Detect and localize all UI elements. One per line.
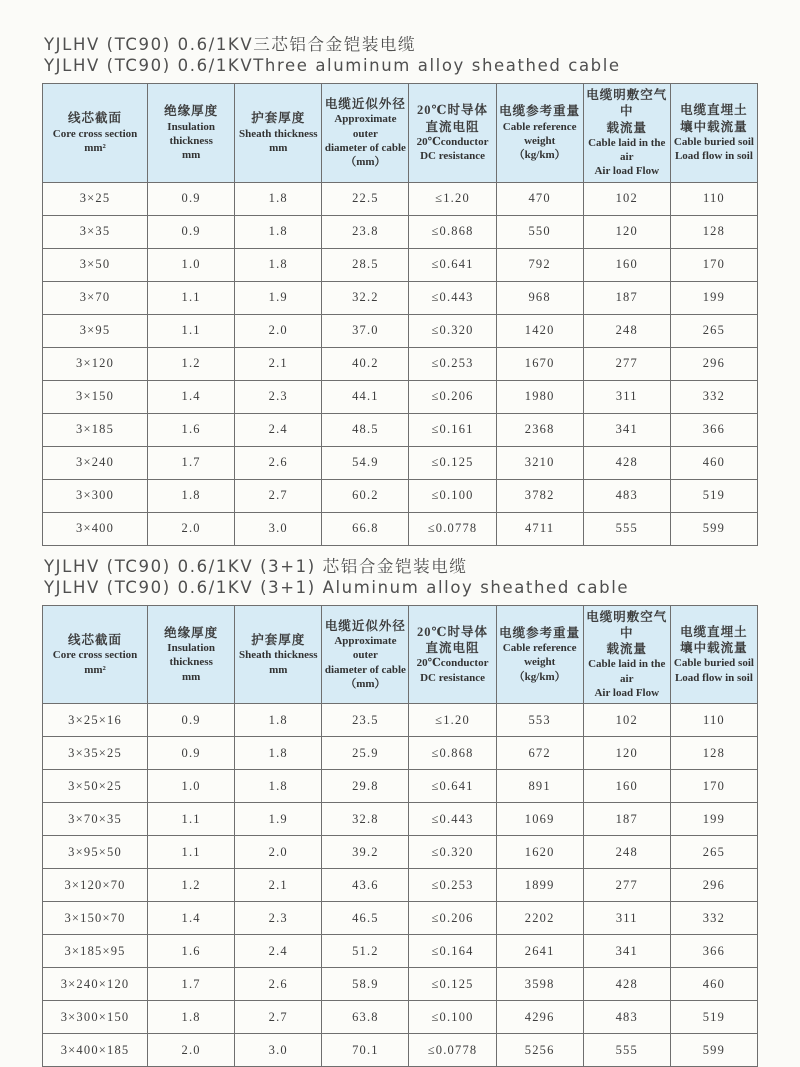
- cell: 2368: [496, 413, 583, 446]
- column-header: 电缆近似外径 Approximate outer diameter of cable （mm）: [322, 605, 409, 704]
- cell: 341: [583, 935, 670, 968]
- cell: ≤0.868: [409, 215, 496, 248]
- cell: 341: [583, 413, 670, 446]
- cell: 3×400: [43, 512, 148, 545]
- cell: 1.0: [148, 770, 235, 803]
- cell: 102: [583, 704, 670, 737]
- cell: 40.2: [322, 347, 409, 380]
- cell: 891: [496, 770, 583, 803]
- cell: ≤0.161: [409, 413, 496, 446]
- cell: ≤0.641: [409, 248, 496, 281]
- table-row: [43, 869, 758, 902]
- table-row: [43, 314, 758, 347]
- cell: 2.6: [235, 446, 322, 479]
- cell: 277: [583, 869, 670, 902]
- cell: 3×70: [43, 281, 148, 314]
- cell: 60.2: [322, 479, 409, 512]
- cell: 1.2: [148, 347, 235, 380]
- cell: 277: [583, 347, 670, 380]
- cell: 1.2: [148, 869, 235, 902]
- cell: 102: [583, 182, 670, 215]
- cell: 3×400×185: [43, 1034, 148, 1067]
- cell: 51.2: [322, 935, 409, 968]
- column-header: 电缆近似外径 Approximate outer diameter of cable （mm）: [322, 84, 409, 183]
- cell: 160: [583, 248, 670, 281]
- column-header: 电缆明敷空气中 载流量 Cable laid in the air Air load Flow: [583, 84, 670, 183]
- cell: 3×50: [43, 248, 148, 281]
- cell: 43.6: [322, 869, 409, 902]
- cell: 2.7: [235, 479, 322, 512]
- table-row: [43, 446, 758, 479]
- cell: 54.9: [322, 446, 409, 479]
- cell: 332: [670, 380, 757, 413]
- table-row: [43, 803, 758, 836]
- cell: 366: [670, 413, 757, 446]
- table-row: [43, 380, 758, 413]
- cell: 1.8: [235, 182, 322, 215]
- cell: 1670: [496, 347, 583, 380]
- cell: 170: [670, 248, 757, 281]
- cell: 519: [670, 1001, 757, 1034]
- cell: 1.6: [148, 935, 235, 968]
- cell: ≤0.320: [409, 314, 496, 347]
- cell: 0.9: [148, 182, 235, 215]
- cell: 1.4: [148, 380, 235, 413]
- table-row: [43, 704, 758, 737]
- cell: 672: [496, 737, 583, 770]
- cell: 120: [583, 215, 670, 248]
- column-header: 护套厚度 Sheath thickness mm: [235, 84, 322, 183]
- cell: 1620: [496, 836, 583, 869]
- cell: 0.9: [148, 215, 235, 248]
- column-header: 绝缘厚度 Insulation thickness mm: [148, 605, 235, 704]
- cell: 366: [670, 935, 757, 968]
- cell: 2.0: [148, 1034, 235, 1067]
- cell: 2.7: [235, 1001, 322, 1034]
- cell: ≤0.0778: [409, 512, 496, 545]
- cell: 470: [496, 182, 583, 215]
- section-three-core: [42, 34, 758, 546]
- header-row: [43, 84, 758, 183]
- cell: 483: [583, 1001, 670, 1034]
- cell: 2.0: [235, 314, 322, 347]
- cell: 23.8: [322, 215, 409, 248]
- cell: 128: [670, 737, 757, 770]
- cell: 3×70×35: [43, 803, 148, 836]
- cell: 1.8: [235, 248, 322, 281]
- cell: 3598: [496, 968, 583, 1001]
- cell: 187: [583, 281, 670, 314]
- cell: 3.0: [235, 1034, 322, 1067]
- cell: 28.5: [322, 248, 409, 281]
- table-row: [43, 968, 758, 1001]
- cell: 66.8: [322, 512, 409, 545]
- cell: 1.4: [148, 902, 235, 935]
- cell: 3×150×70: [43, 902, 148, 935]
- header-row: [43, 605, 758, 704]
- cell: 311: [583, 380, 670, 413]
- cell: 2.1: [235, 347, 322, 380]
- cell: 160: [583, 770, 670, 803]
- cell: 1899: [496, 869, 583, 902]
- cell: 39.2: [322, 836, 409, 869]
- cell: 3782: [496, 479, 583, 512]
- cell: 32.8: [322, 803, 409, 836]
- section2-title: [44, 556, 758, 598]
- cell: 3×300×150: [43, 1001, 148, 1034]
- table-row: [43, 347, 758, 380]
- column-header: 电缆明敷空气中 载流量 Cable laid in the air Air load Flow: [583, 605, 670, 704]
- cell: 0.9: [148, 737, 235, 770]
- cell: 48.5: [322, 413, 409, 446]
- cell: 37.0: [322, 314, 409, 347]
- cell: 460: [670, 446, 757, 479]
- cell: 2.6: [235, 968, 322, 1001]
- table-row: [43, 1001, 758, 1034]
- cell: ≤0.320: [409, 836, 496, 869]
- cell: ≤0.206: [409, 380, 496, 413]
- cell: 187: [583, 803, 670, 836]
- cell: 3210: [496, 446, 583, 479]
- cell: 519: [670, 479, 757, 512]
- cell: 265: [670, 836, 757, 869]
- cell: 550: [496, 215, 583, 248]
- cell: ≤0.206: [409, 902, 496, 935]
- cell: 1980: [496, 380, 583, 413]
- cell: 1.0: [148, 248, 235, 281]
- cell: 2641: [496, 935, 583, 968]
- spec-table-three-plus-one: [42, 605, 758, 1067]
- cell: ≤0.443: [409, 803, 496, 836]
- cell: 1.8: [148, 1001, 235, 1034]
- column-header: 电缆参考重量 Cable reference weight （kg/km）: [496, 84, 583, 183]
- cell: 2202: [496, 902, 583, 935]
- column-header: 绝缘厚度 Insulation thickness mm: [148, 84, 235, 183]
- cell: 1.8: [235, 704, 322, 737]
- cell: 3×25×16: [43, 704, 148, 737]
- cell: 1.8: [235, 737, 322, 770]
- cell: 70.1: [322, 1034, 409, 1067]
- column-header: 线芯截面 Core cross section mm²: [43, 84, 148, 183]
- section2-title-en: YJLHV (TC90) 0.6/1KV (3+1) Aluminum alloy sheathed cable: [44, 577, 630, 597]
- cell: 3×185×95: [43, 935, 148, 968]
- section1-title-zh: YJLHV (TC90) 0.6/1KV三芯铝合金铠装电缆: [44, 35, 417, 54]
- table-row: [43, 935, 758, 968]
- table-row: [43, 902, 758, 935]
- table-row: [43, 1034, 758, 1067]
- cell: 483: [583, 479, 670, 512]
- cell: 1.1: [148, 314, 235, 347]
- cell: ≤0.100: [409, 479, 496, 512]
- cell: 428: [583, 446, 670, 479]
- section2-title-zh: YJLHV (TC90) 0.6/1KV (3+1) 芯铝合金铠装电缆: [44, 556, 468, 576]
- cell: 2.1: [235, 869, 322, 902]
- table-row: [43, 512, 758, 545]
- cell: ≤0.125: [409, 968, 496, 1001]
- cell: 3×150: [43, 380, 148, 413]
- column-header: 电缆直埋土 壤中载流量 Cable buried soil Load flow in soil: [670, 605, 757, 704]
- column-header: 电缆参考重量 Cable reference weight （kg/km）: [496, 605, 583, 704]
- cell: 3.0: [235, 512, 322, 545]
- cell: 1.1: [148, 836, 235, 869]
- cell: ≤0.0778: [409, 1034, 496, 1067]
- cell: 199: [670, 803, 757, 836]
- cell: 1.7: [148, 968, 235, 1001]
- cell: ≤0.868: [409, 737, 496, 770]
- cell: 3×240×120: [43, 968, 148, 1001]
- cell: 3×35×25: [43, 737, 148, 770]
- cell: 428: [583, 968, 670, 1001]
- column-header: 电缆直埋土 壤中载流量 Cable buried soil Load flow in soil: [670, 84, 757, 183]
- cell: 3×300: [43, 479, 148, 512]
- cell: 553: [496, 704, 583, 737]
- cell: 2.3: [235, 902, 322, 935]
- cell: 248: [583, 836, 670, 869]
- cell: 248: [583, 314, 670, 347]
- table-row: [43, 413, 758, 446]
- cell: ≤0.443: [409, 281, 496, 314]
- cell: 1.9: [235, 803, 322, 836]
- cell: 555: [583, 1034, 670, 1067]
- cell: 1.8: [235, 770, 322, 803]
- cell: ≤1.20: [409, 182, 496, 215]
- cell: 170: [670, 770, 757, 803]
- cell: 3×120×70: [43, 869, 148, 902]
- cell: 296: [670, 347, 757, 380]
- cell: 3×185: [43, 413, 148, 446]
- cell: 1.1: [148, 803, 235, 836]
- table-row: [43, 215, 758, 248]
- cell: 265: [670, 314, 757, 347]
- column-header: 线芯截面 Core cross section mm²: [43, 605, 148, 704]
- cell: ≤0.641: [409, 770, 496, 803]
- cell: ≤0.125: [409, 446, 496, 479]
- table-row: [43, 770, 758, 803]
- table-row: [43, 737, 758, 770]
- cell: 128: [670, 215, 757, 248]
- spec-table-three-core: [42, 83, 758, 546]
- cell: 29.8: [322, 770, 409, 803]
- cell: 1.7: [148, 446, 235, 479]
- cell: 1.1: [148, 281, 235, 314]
- cell: 2.3: [235, 380, 322, 413]
- cell: 3×95: [43, 314, 148, 347]
- cell: 3×95×50: [43, 836, 148, 869]
- cell: 2.4: [235, 935, 322, 968]
- cell: 3×50×25: [43, 770, 148, 803]
- cell: 792: [496, 248, 583, 281]
- section1-title: [44, 34, 758, 76]
- cell: 44.1: [322, 380, 409, 413]
- cell: 110: [670, 182, 757, 215]
- cell: 46.5: [322, 902, 409, 935]
- cell: 332: [670, 902, 757, 935]
- cell: 555: [583, 512, 670, 545]
- cell: 5256: [496, 1034, 583, 1067]
- cell: 120: [583, 737, 670, 770]
- cell: 63.8: [322, 1001, 409, 1034]
- cell: 110: [670, 704, 757, 737]
- table-row: [43, 281, 758, 314]
- cell: 1.6: [148, 413, 235, 446]
- cell: 4711: [496, 512, 583, 545]
- cell: ≤1.20: [409, 704, 496, 737]
- cell: 1.9: [235, 281, 322, 314]
- cell: 2.0: [235, 836, 322, 869]
- cell: 23.5: [322, 704, 409, 737]
- cell: 3×25: [43, 182, 148, 215]
- cell: 58.9: [322, 968, 409, 1001]
- table-row: [43, 248, 758, 281]
- column-header: 20℃时导体 直流电阻 20℃conductor DC resistance: [409, 605, 496, 704]
- cell: 25.9: [322, 737, 409, 770]
- cell: 4296: [496, 1001, 583, 1034]
- cell: ≤0.164: [409, 935, 496, 968]
- cell: ≤0.100: [409, 1001, 496, 1034]
- table-row: [43, 182, 758, 215]
- cell: 599: [670, 512, 757, 545]
- section1-title-en: YJLHV (TC90) 0.6/1KVThree aluminum alloy sheathed cable: [44, 56, 621, 75]
- cell: ≤0.253: [409, 347, 496, 380]
- column-header: 20℃时导体 直流电阻 20℃conductor DC resistance: [409, 84, 496, 183]
- table-row: [43, 836, 758, 869]
- cell: 2.0: [148, 512, 235, 545]
- cell: 32.2: [322, 281, 409, 314]
- cell: 460: [670, 968, 757, 1001]
- cell: 1.8: [235, 215, 322, 248]
- cell: 968: [496, 281, 583, 314]
- section-three-plus-one: [42, 556, 758, 1067]
- cell: 311: [583, 902, 670, 935]
- cell: 3×120: [43, 347, 148, 380]
- cell: 3×240: [43, 446, 148, 479]
- cell: 1.8: [148, 479, 235, 512]
- cell: 1420: [496, 314, 583, 347]
- table-row: [43, 479, 758, 512]
- cell: 296: [670, 869, 757, 902]
- cell: 599: [670, 1034, 757, 1067]
- cell: 199: [670, 281, 757, 314]
- column-header: 护套厚度 Sheath thickness mm: [235, 605, 322, 704]
- cell: 22.5: [322, 182, 409, 215]
- cell: 2.4: [235, 413, 322, 446]
- cell: 0.9: [148, 704, 235, 737]
- cell: 1069: [496, 803, 583, 836]
- cell: ≤0.253: [409, 869, 496, 902]
- cell: 3×35: [43, 215, 148, 248]
